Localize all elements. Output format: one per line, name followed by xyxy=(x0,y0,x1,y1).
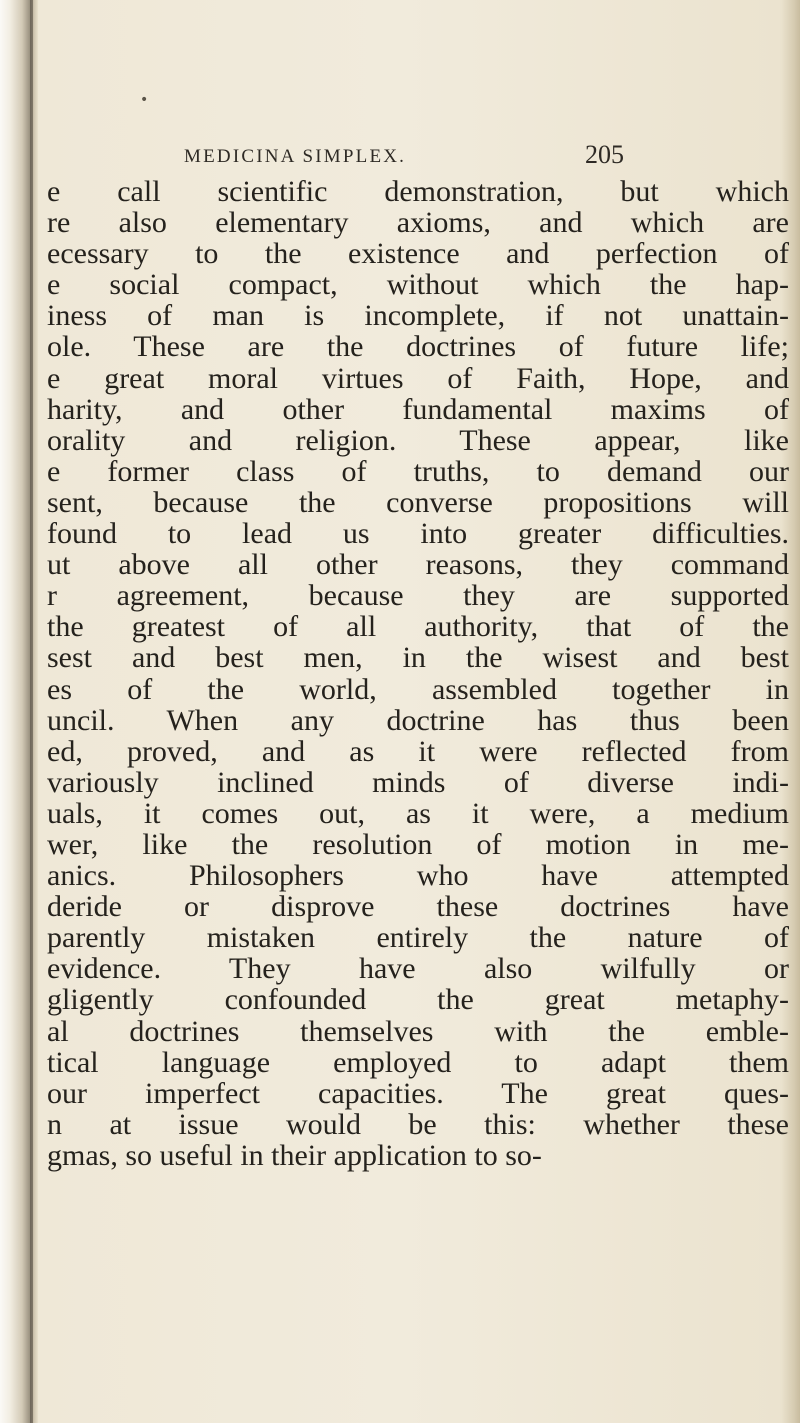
text-line: tical language employed to adapt them xyxy=(47,1045,789,1079)
running-head: MEDICINA SIMPLEX. xyxy=(184,146,407,167)
text-line: gmas, so useful in their application to so- xyxy=(47,1138,542,1172)
margin-mark: • xyxy=(140,92,149,108)
text-line: gligently confounded the great metaphy- xyxy=(47,983,789,1017)
text-line: e call scientific demonstration, but which xyxy=(47,175,789,208)
text-line: al doctrines themselves with the emble- xyxy=(47,1014,789,1048)
text-line: the greatest of all authority, that of the xyxy=(47,610,789,644)
text-line: sent, because the converse propositions will xyxy=(47,485,789,519)
text-line: re also elementary axioms, and which are xyxy=(47,206,789,240)
text-line: sest and best men, in the wisest and best xyxy=(47,641,789,675)
text-line: iness of man is incomplete, if not unattain- xyxy=(47,299,789,333)
text-line: found to lead us into greater difficulties. xyxy=(47,517,789,551)
text-line: deride or disprove these doctrines have xyxy=(47,890,789,924)
text-line: uals, it comes out, as it were, a medium xyxy=(47,796,789,830)
text-line: e social compact, without which the hap- xyxy=(47,268,789,302)
text-line: anics. Philosophers who have attempted xyxy=(47,859,789,893)
text-line: ole. These are the doctrines of future life; xyxy=(47,330,789,364)
text-line: our imperfect capacities. The great ques- xyxy=(47,1076,789,1110)
text-line: e former class of truths, to demand our xyxy=(47,454,789,488)
text-line: wer, like the resolution of motion in me- xyxy=(47,827,789,861)
text-line: parently mistaken entirely the nature of xyxy=(47,921,789,955)
text-line: evidence. They have also wilfully or xyxy=(47,952,789,986)
text-line: r agreement, because they are supported xyxy=(47,579,789,613)
text-line: orality and religion. These appear, like xyxy=(47,423,789,457)
text-line: ecessary to the existence and perfection of xyxy=(47,237,789,271)
page-number: 205 xyxy=(585,140,624,169)
text-line: ed, proved, and as it were reflected from xyxy=(47,734,789,768)
text-line: harity, and other fundamental maxims of xyxy=(47,392,789,426)
text-line: e great moral virtues of Faith, Hope, and xyxy=(47,361,789,395)
body-text xyxy=(47,176,789,1171)
text-line: n at issue would be this: whether these xyxy=(47,1107,789,1141)
spine-shadow xyxy=(30,0,33,1423)
text-line: uncil. When any doctrine has thus been xyxy=(47,703,789,737)
page-header xyxy=(184,140,624,176)
text-line: ut above all other reasons, they command xyxy=(47,548,789,582)
text-line: variously inclined minds of diverse indi- xyxy=(47,765,789,799)
text-line: es of the world, assembled together in xyxy=(47,672,789,706)
